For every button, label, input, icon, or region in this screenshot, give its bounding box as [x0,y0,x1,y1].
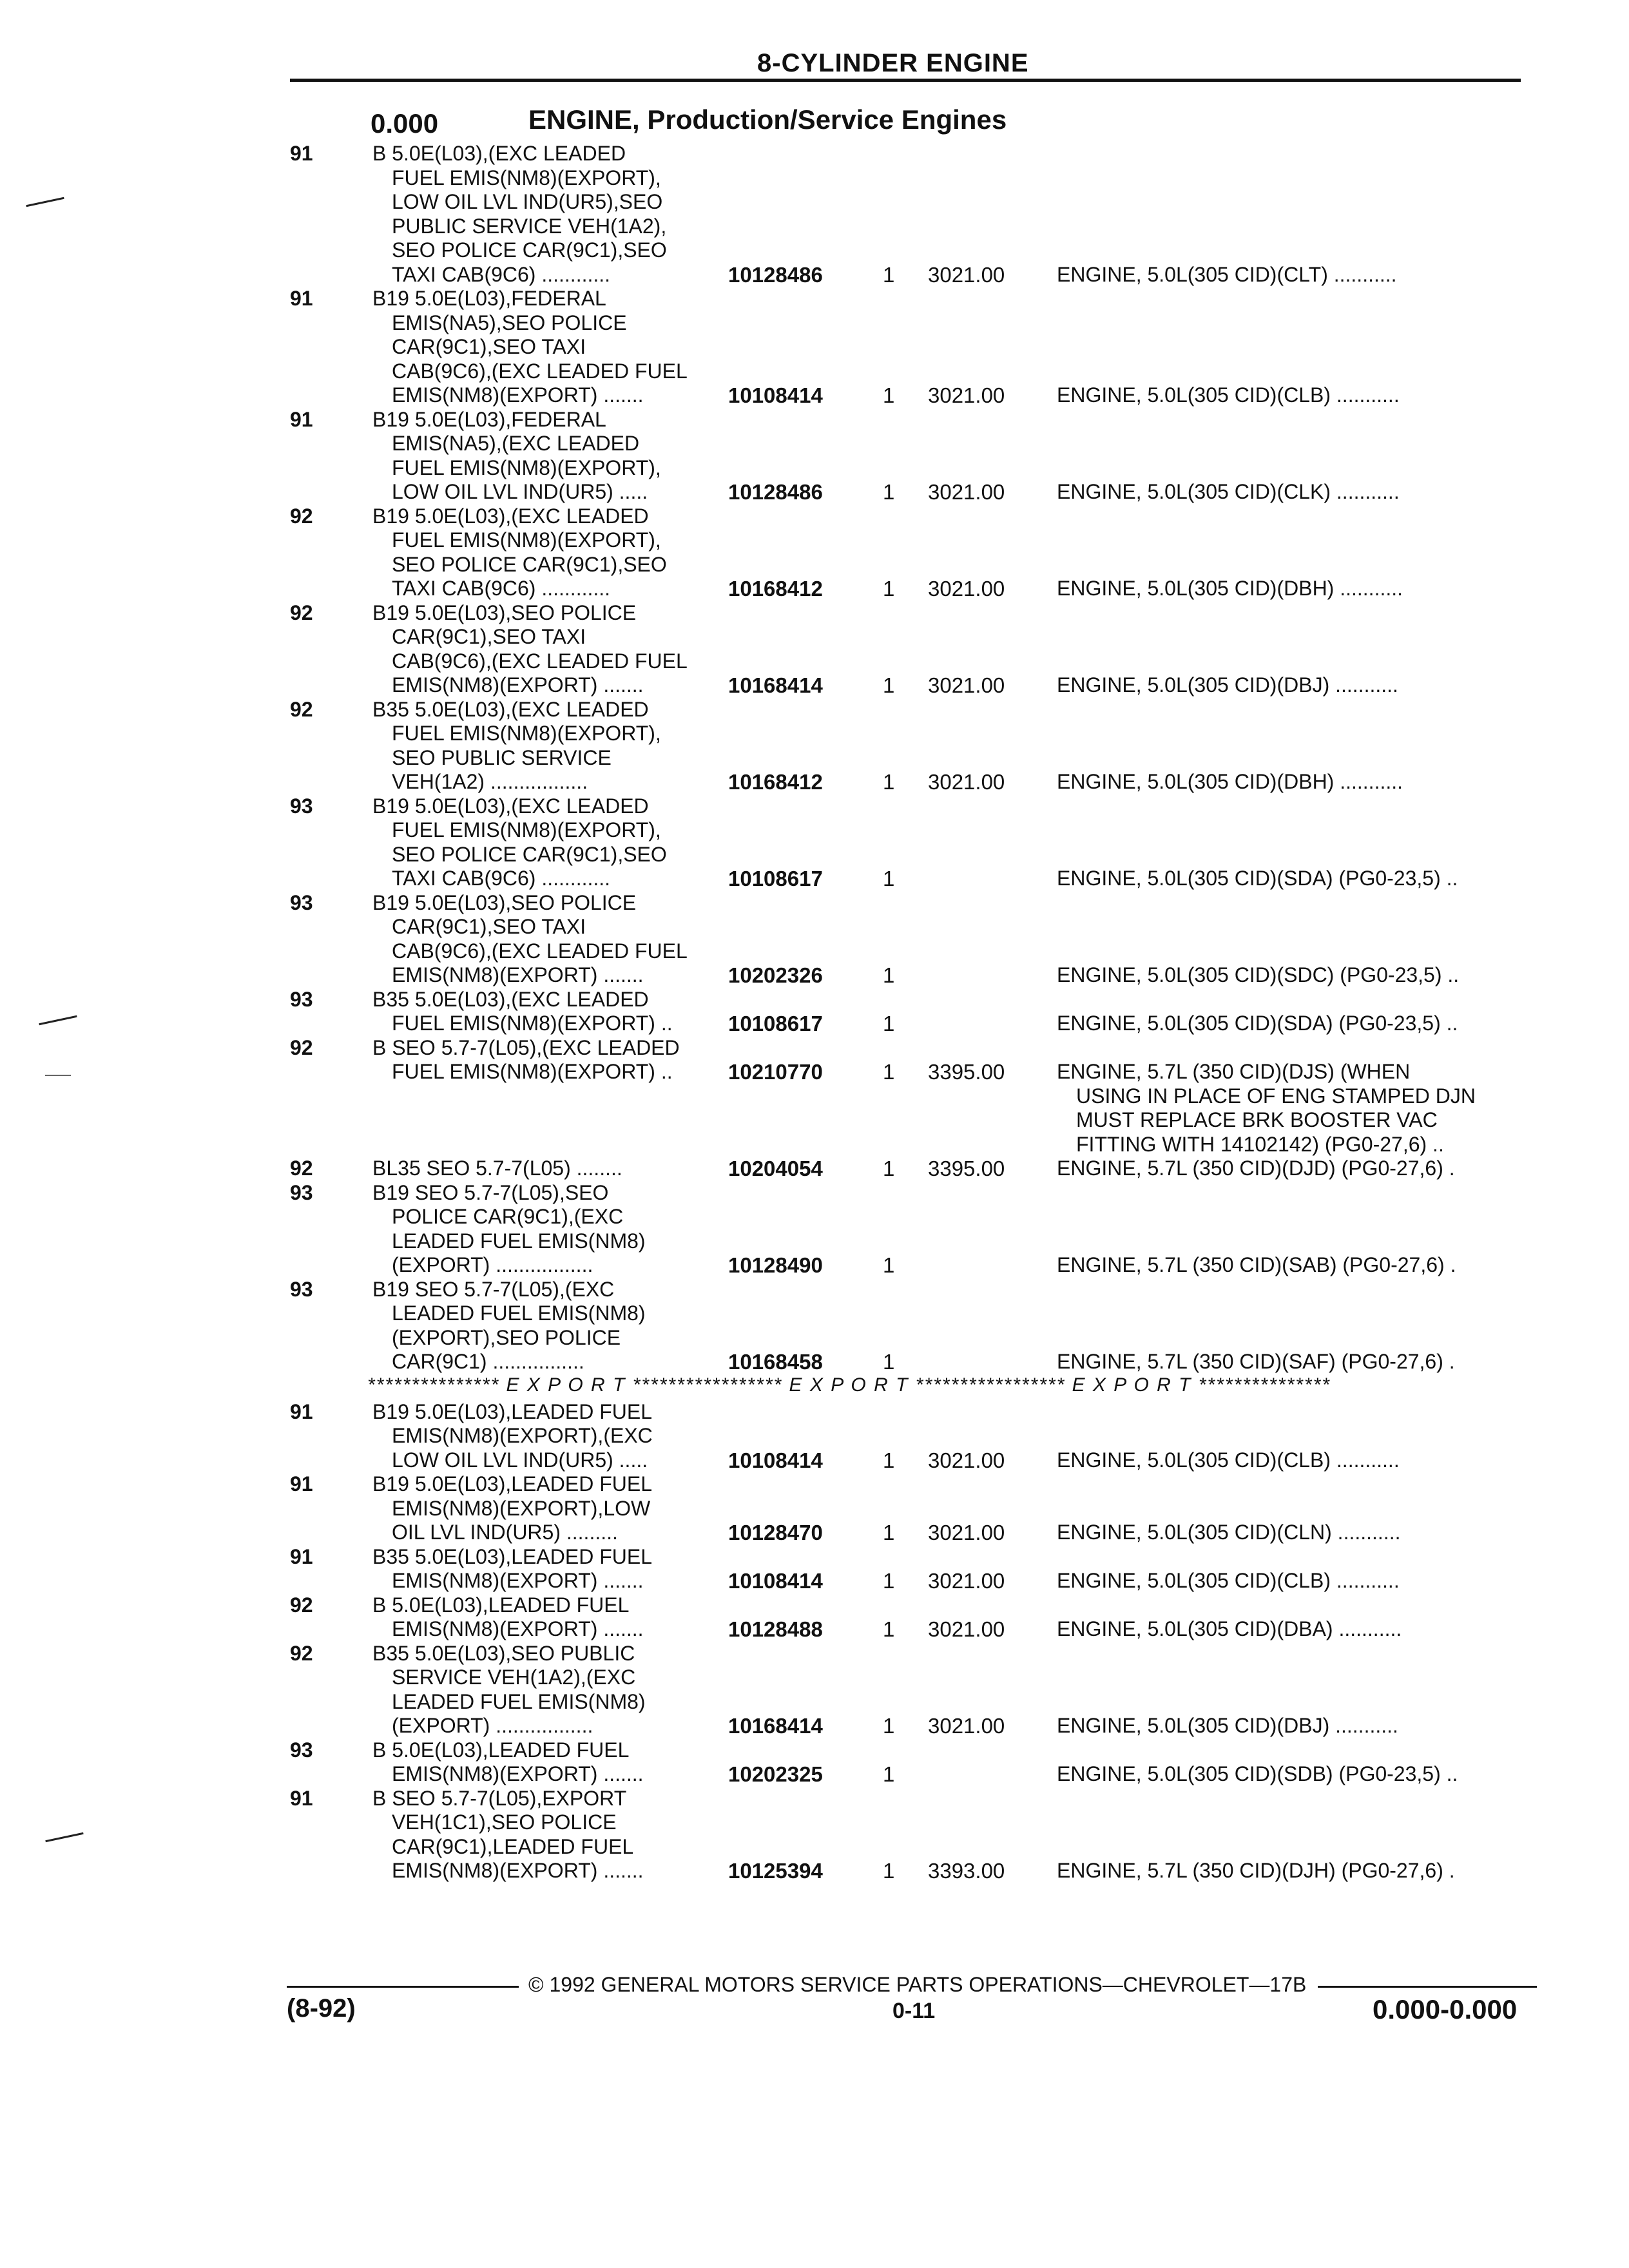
model-year: 93 [290,890,313,914]
page-title: 8-CYLINDER ENGINE [757,49,1029,77]
model-year: 91 [290,1786,313,1810]
application-line: (EXPORT) ................. [392,1714,593,1737]
application-line: B 5.0E(L03),LEADED FUEL [372,1593,630,1617]
application-line: CAR(9C1),SEO TAXI [392,915,586,938]
part-description: ENGINE, 5.0L(305 CID)(SDB) (PG0-23,5) .. [1057,1762,1458,1785]
application-line: B19 5.0E(L03),(EXC LEADED [372,794,649,818]
parts-entry [0,794,1629,891]
model-year: 91 [290,1399,313,1423]
model-year: 92 [290,1641,313,1665]
part-number: 10168412 [728,577,823,601]
application-line: CAR(9C1),LEADED FUEL [392,1834,634,1858]
application-line: B19 5.0E(L03),FEDERAL [372,407,606,431]
application-line: B35 5.0E(L03),(EXC LEADED [372,987,649,1011]
quantity: 1 [883,1617,895,1641]
part-description: ENGINE, 5.0L(305 CID)(SDA) (PG0-23,5) .. [1057,1012,1458,1035]
quantity: 1 [883,770,895,794]
part-description: ENGINE, 5.0L(305 CID)(CLK) ........... [1057,480,1400,503]
part-number: 10202325 [728,1762,823,1786]
part-number: 10128470 [728,1521,823,1544]
part-description: MUST REPLACE BRK BOOSTER VAC [1076,1108,1438,1131]
part-number: 10108414 [728,1448,823,1472]
model-year: 92 [290,1035,313,1059]
application-line: POLICE CAR(9C1),(EXC [392,1205,624,1228]
price: 3021.00 [928,480,1005,504]
quantity: 1 [883,1012,895,1035]
parts-entry [0,891,1629,988]
application-line: CAR(9C1) ................ [392,1350,584,1373]
part-description: ENGINE, 5.7L (350 CID)(SAB) (PG0-27,6) . [1057,1253,1456,1276]
part-number: 10202326 [728,963,823,987]
footer-copyright: © 1992 GENERAL MOTORS SERVICE PARTS OPERATIONS—CHEVROLET—17B [528,1973,1307,1996]
part-description: ENGINE, 5.0L(305 CID)(DBA) ........... [1057,1617,1402,1640]
application-line: EMIS(NM8)(EXPORT),LOW [392,1496,651,1520]
part-number: 10204054 [728,1157,823,1180]
application-line: FUEL EMIS(NM8)(EXPORT), [392,166,661,189]
parts-entry [0,505,1629,601]
model-year: 91 [290,142,313,165]
application-line: LOW OIL LVL IND(UR5),SEO [392,190,663,213]
part-description: ENGINE, 5.7L (350 CID)(DJD) (PG0-27,6) . [1057,1157,1455,1180]
parts-list [0,142,1629,1883]
part-description: ENGINE, 5.0L(305 CID)(CLB) ........... [1057,383,1400,407]
part-description: ENGINE, 5.0L(305 CID)(CLT) ........... [1057,262,1397,286]
part-description: ENGINE, 5.7L (350 CID)(DJS) (WHEN [1057,1060,1411,1083]
quantity: 1 [883,480,895,504]
application-line: EMIS(NM8)(EXPORT) ....... [392,1762,644,1785]
price: 3393.00 [928,1859,1005,1883]
part-description: ENGINE, 5.0L(305 CID)(CLB) ........... [1057,1569,1400,1592]
parts-entry [0,1157,1629,1181]
part-number: 10210770 [728,1060,823,1084]
export-divider: *************** E X P O R T ***************** E X P O R T ***************** E X P O R T *************** [367,1374,1331,1396]
application-line: EMIS(NM8)(EXPORT) ....... [392,383,644,407]
part-number: 10128490 [728,1253,823,1277]
application-line: BL35 SEO 5.7-7(L05) ........ [372,1157,622,1180]
part-number: 10125394 [728,1859,823,1883]
application-line: FUEL EMIS(NM8)(EXPORT), [392,528,661,552]
model-year: 93 [290,987,313,1011]
application-line: EMIS(NA5),(EXC LEADED [392,432,640,455]
part-number: 10128486 [728,480,823,504]
part-description: FITTING WITH 14102142) (PG0-27,6) .. [1076,1132,1444,1156]
parts-entry [0,287,1629,408]
application-line: LOW OIL LVL IND(UR5) ..... [392,1448,648,1472]
parts-entry [0,988,1629,1036]
application-line: PUBLIC SERVICE VEH(1A2), [392,214,667,238]
application-line: FUEL EMIS(NM8)(EXPORT), [392,722,661,745]
quantity: 1 [883,1714,895,1738]
model-year: 92 [290,504,313,528]
quantity: 1 [883,1859,895,1883]
parts-entry [0,1400,1629,1473]
application-line: TAXI CAB(9C6) ............ [392,262,611,286]
model-year: 92 [290,697,313,721]
quantity: 1 [883,673,895,697]
application-line: B19 SEO 5.7-7(L05),(EXC [372,1277,615,1301]
application-line: EMIS(NM8)(EXPORT) ....... [392,673,644,697]
part-description: ENGINE, 5.7L (350 CID)(SAF) (PG0-27,6) . [1057,1350,1455,1373]
application-line: EMIS(NM8)(EXPORT) ....... [392,1859,644,1882]
quantity: 1 [883,1448,895,1472]
quantity: 1 [883,1253,895,1277]
part-number: 10168414 [728,673,823,697]
application-line: TAXI CAB(9C6) ............ [392,577,611,600]
part-description: ENGINE, 5.0L(305 CID)(CLB) ........... [1057,1448,1400,1472]
application-line: EMIS(NM8)(EXPORT) ....... [392,1569,644,1592]
model-year: 91 [290,1472,313,1495]
application-line: CAB(9C6),(EXC LEADED FUEL [392,359,688,383]
application-line: FUEL EMIS(NM8)(EXPORT) .. [392,1060,673,1083]
model-year: 91 [290,287,313,310]
part-number: 10108617 [728,1012,823,1035]
model-year: 92 [290,601,313,624]
parts-entry [0,601,1629,698]
application-line: TAXI CAB(9C6) ............ [392,867,611,890]
parts-entry [0,408,1629,505]
title-rule [290,79,1521,82]
application-line: B19 5.0E(L03),LEADED FUEL [372,1399,652,1423]
part-number: 10128488 [728,1617,823,1641]
application-line: SEO POLICE CAR(9C1),SEO [392,552,667,576]
parts-entry [0,1472,1629,1545]
part-description: ENGINE, 5.0L(305 CID)(DBJ) ........... [1057,673,1398,697]
application-line: B19 5.0E(L03),FEDERAL [372,287,606,310]
part-number: 10168412 [728,770,823,794]
parts-entry [0,1545,1629,1593]
part-number: 10128486 [728,262,823,287]
application-line: B35 5.0E(L03),LEADED FUEL [372,1544,652,1568]
footer-right-rule [1318,1986,1537,1988]
application-line: CAR(9C1),SEO TAXI [392,625,586,648]
quantity: 1 [883,1521,895,1544]
part-number: 10108414 [728,383,823,407]
quantity: 1 [883,1060,895,1084]
application-line: FUEL EMIS(NM8)(EXPORT), [392,456,661,479]
price: 3395.00 [928,1157,1005,1180]
application-line: B 5.0E(L03),LEADED FUEL [372,1738,630,1762]
price: 3021.00 [928,1714,1005,1738]
part-number: 10168414 [728,1714,823,1738]
application-line: B SEO 5.7-7(L05),EXPORT [372,1786,627,1810]
application-line: SEO PUBLIC SERVICE [392,745,612,769]
price: 3021.00 [928,1617,1005,1641]
application-line: LEADED FUEL EMIS(NM8) [392,1689,646,1713]
model-year: 92 [290,1593,313,1617]
model-year: 93 [290,1738,313,1762]
quantity: 1 [883,262,895,287]
application-line: LEADED FUEL EMIS(NM8) [392,1229,646,1253]
parts-entry [0,1738,1629,1787]
application-line: B35 5.0E(L03),(EXC LEADED [372,697,649,721]
application-line: CAR(9C1),SEO TAXI [392,335,586,358]
application-line: SEO POLICE CAR(9C1),SEO [392,842,667,866]
part-description: ENGINE, 5.0L(305 CID)(DBH) ........... [1057,577,1403,600]
application-line: B19 5.0E(L03),LEADED FUEL [372,1472,652,1495]
price: 3021.00 [928,262,1005,287]
application-line: VEH(1A2) ................. [392,770,588,793]
parts-entry [0,142,1629,287]
application-line: B19 SEO 5.7-7(L05),SEO [372,1180,609,1204]
section-title: ENGINE, Production/Service Engines [528,104,1007,135]
application-line: EMIS(NM8)(EXPORT) ....... [392,1617,644,1640]
application-line: CAB(9C6),(EXC LEADED FUEL [392,649,688,673]
part-number: 10168458 [728,1350,823,1374]
part-description: USING IN PLACE OF ENG STAMPED DJN [1076,1084,1476,1108]
part-description: ENGINE, 5.0L(305 CID)(CLN) ........... [1057,1521,1401,1544]
quantity: 1 [883,577,895,601]
application-line: FUEL EMIS(NM8)(EXPORT) .. [392,1012,673,1035]
quantity: 1 [883,1157,895,1180]
parts-entry [0,1278,1629,1374]
footer-section-ref: 0.000-0.000 [1373,1994,1518,2024]
application-line: CAB(9C6),(EXC LEADED FUEL [392,939,688,963]
application-line: B19 5.0E(L03),SEO POLICE [372,601,637,624]
price: 3021.00 [928,1569,1005,1593]
price: 3395.00 [928,1060,1005,1084]
section-code: 0.000 [371,108,439,139]
parts-entry [0,1036,1629,1157]
application-line: SEO POLICE CAR(9C1),SEO [392,238,667,262]
application-line: LEADED FUEL EMIS(NM8) [392,1302,646,1325]
parts-entry [0,1642,1629,1738]
model-year: 92 [290,1157,313,1180]
part-description: ENGINE, 5.0L(305 CID)(SDA) (PG0-23,5) .. [1057,867,1458,890]
application-line: SERVICE VEH(1A2),(EXC [392,1666,636,1689]
part-number: 10108414 [728,1569,823,1593]
model-year: 91 [290,407,313,431]
model-year: 93 [290,1277,313,1301]
price: 3021.00 [928,770,1005,794]
model-year: 93 [290,794,313,818]
parts-entry [0,1593,1629,1642]
application-line: B 5.0E(L03),(EXC LEADED [372,142,626,165]
application-line: EMIS(NM8)(EXPORT),(EXC [392,1424,653,1447]
application-line: B35 5.0E(L03),SEO PUBLIC [372,1641,635,1665]
part-description: ENGINE, 5.0L(305 CID)(DBH) ........... [1057,770,1403,793]
price: 3021.00 [928,673,1005,697]
parts-entry [0,1787,1629,1883]
model-year: 91 [290,1544,313,1568]
parts-entry [0,698,1629,794]
price: 3021.00 [928,1521,1005,1544]
application-line: EMIS(NM8)(EXPORT) ....... [392,963,644,986]
application-line: OIL LVL IND(UR5) ......... [392,1521,618,1544]
quantity: 1 [883,383,895,407]
price: 3021.00 [928,383,1005,407]
application-line: FUEL EMIS(NM8)(EXPORT), [392,818,661,841]
application-line: B SEO 5.7-7(L05),(EXC LEADED [372,1035,680,1059]
application-line: (EXPORT),SEO POLICE [392,1325,621,1349]
quantity: 1 [883,867,895,890]
quantity: 1 [883,1350,895,1374]
application-line: (EXPORT) ................. [392,1253,593,1276]
part-description: ENGINE, 5.0L(305 CID)(SDC) (PG0-23,5) .. [1057,963,1460,986]
footer-page-number: 0-11 [892,1999,936,2023]
application-line: VEH(1C1),SEO POLICE [392,1811,617,1834]
price: 3021.00 [928,1448,1005,1472]
quantity: 1 [883,1762,895,1786]
quantity: 1 [883,1569,895,1593]
application-line: EMIS(NA5),SEO POLICE [392,311,627,334]
application-line: B19 5.0E(L03),SEO POLICE [372,890,637,914]
model-year: 93 [290,1180,313,1204]
quantity: 1 [883,963,895,987]
footer-date: (8-92) [287,1994,356,2023]
part-description: ENGINE, 5.7L (350 CID)(DJH) (PG0-27,6) . [1057,1859,1455,1882]
part-description: ENGINE, 5.0L(305 CID)(DBJ) ........... [1057,1714,1398,1737]
application-line: B19 5.0E(L03),(EXC LEADED [372,504,649,528]
application-line: LOW OIL LVL IND(UR5) ..... [392,480,648,503]
parts-entry [0,1181,1629,1278]
part-number: 10108617 [728,867,823,890]
footer-left-rule [287,1986,519,1988]
price: 3021.00 [928,577,1005,601]
